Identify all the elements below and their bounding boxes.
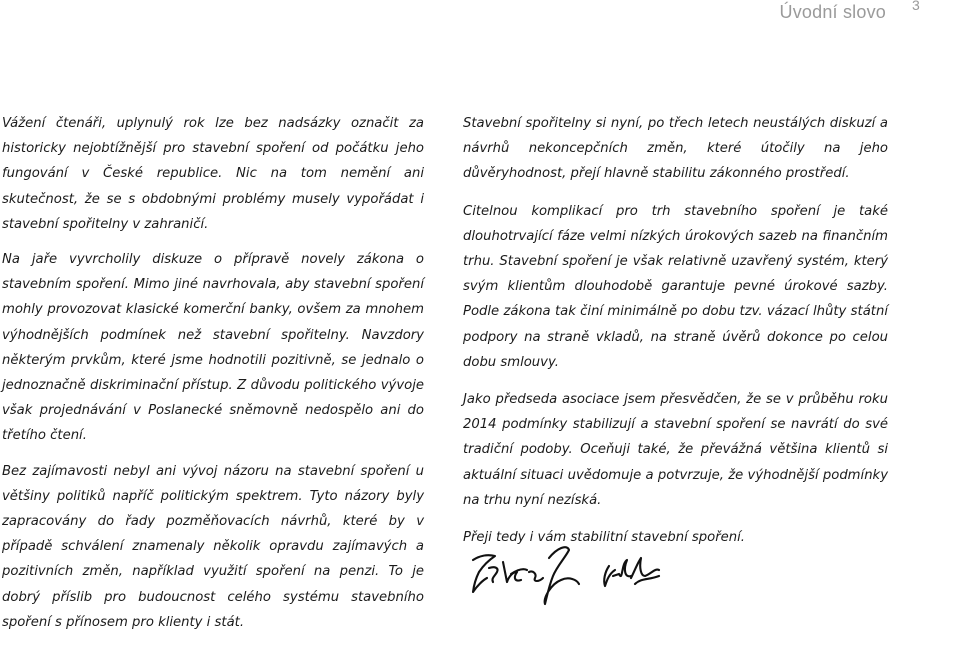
signature <box>465 540 665 610</box>
paragraph: Vážení čtenáři, uplynulý rok lze bez nadsázky označit za historicky nejobtížnější pro stavební spoření od počátku jeho fungování v České republice. Nic na tom nemění ani skutečnost, že se s obdobnými problémy musely vypořádat i stavební spořitelny v zahraničí. <box>2 116 424 232</box>
page-number: 3 <box>912 0 920 13</box>
paragraph: Na jaře vyvrcholily diskuze o přípravě novely zákona o stavebním spoření. Mimo jiné navrhovala, aby stavební spoření mohly provozovat klasické komerční banky, ovšem za mnohem výhodnějších podmínek než stavební spořitelny. Navzdory některým prvkům, které jsme hodnotili pozitivně, se jednalo o jednoznačně diskriminační přístup. Z důvodu politického vývoje však projednávání v Poslanecké sněmovně nedospělo ani do třetího čtení. <box>2 252 424 444</box>
paragraph: Stavební spořitelny si nyní, po třech letech neustálých diskuzí a návrhů nekoncepčních změn, které útočily na jeho důvěryhodnost, přejí hlavně stabilitu zákonného prostředí. <box>463 116 888 182</box>
paragraph: Bez zajímavosti nebyl ani vývoj názoru na stavební spoření u většiny politiků napříč politickým spektrem. Tyto názory byly zapracovány do řady pozměňovacích návrhů, které by v případě schválení znamenaly několik opravdu zajímavých a pozitivních změn, například využití spoření na penzi. To je dobrý příslib pro budoucnost celého systému stavebního spoření s přínosem pro klienty i stát. <box>2 463 424 630</box>
right-column <box>463 111 888 562</box>
paragraph: Jako předseda asociace jsem přesvědčen, že se v průběhu roku 2014 podmínky stabilizují a stavební spoření se navrátí do své tradiční podoby. Oceňuji také, že převážná většina klientů si aktuální situaci uvědomuje a potvrzuje, že výhodnější podmínky na trhu nyní nezíská. <box>463 392 888 508</box>
paragraph: Přeji tedy i vám stabilitní stavební spoření. <box>463 530 745 546</box>
left-column <box>2 111 424 645</box>
page-title: Úvodní slovo <box>779 2 886 22</box>
paragraph: Citelnou komplikací pro trh stavebního spoření je také dlouhotrvající fáze velmi nízkých úrokových sazeb na finančním trhu. Stavební spoření je však relativně uzavřený systém, který svým klientům dlouhodobě garantuje pevné úrokové sazby. Podle zákona tak činí minimálně po dobu tzv. vázací lhůty státní podpory na straně vkladů, na straně úvěrů dokonce po celou dobu smlouvy. <box>463 203 888 370</box>
